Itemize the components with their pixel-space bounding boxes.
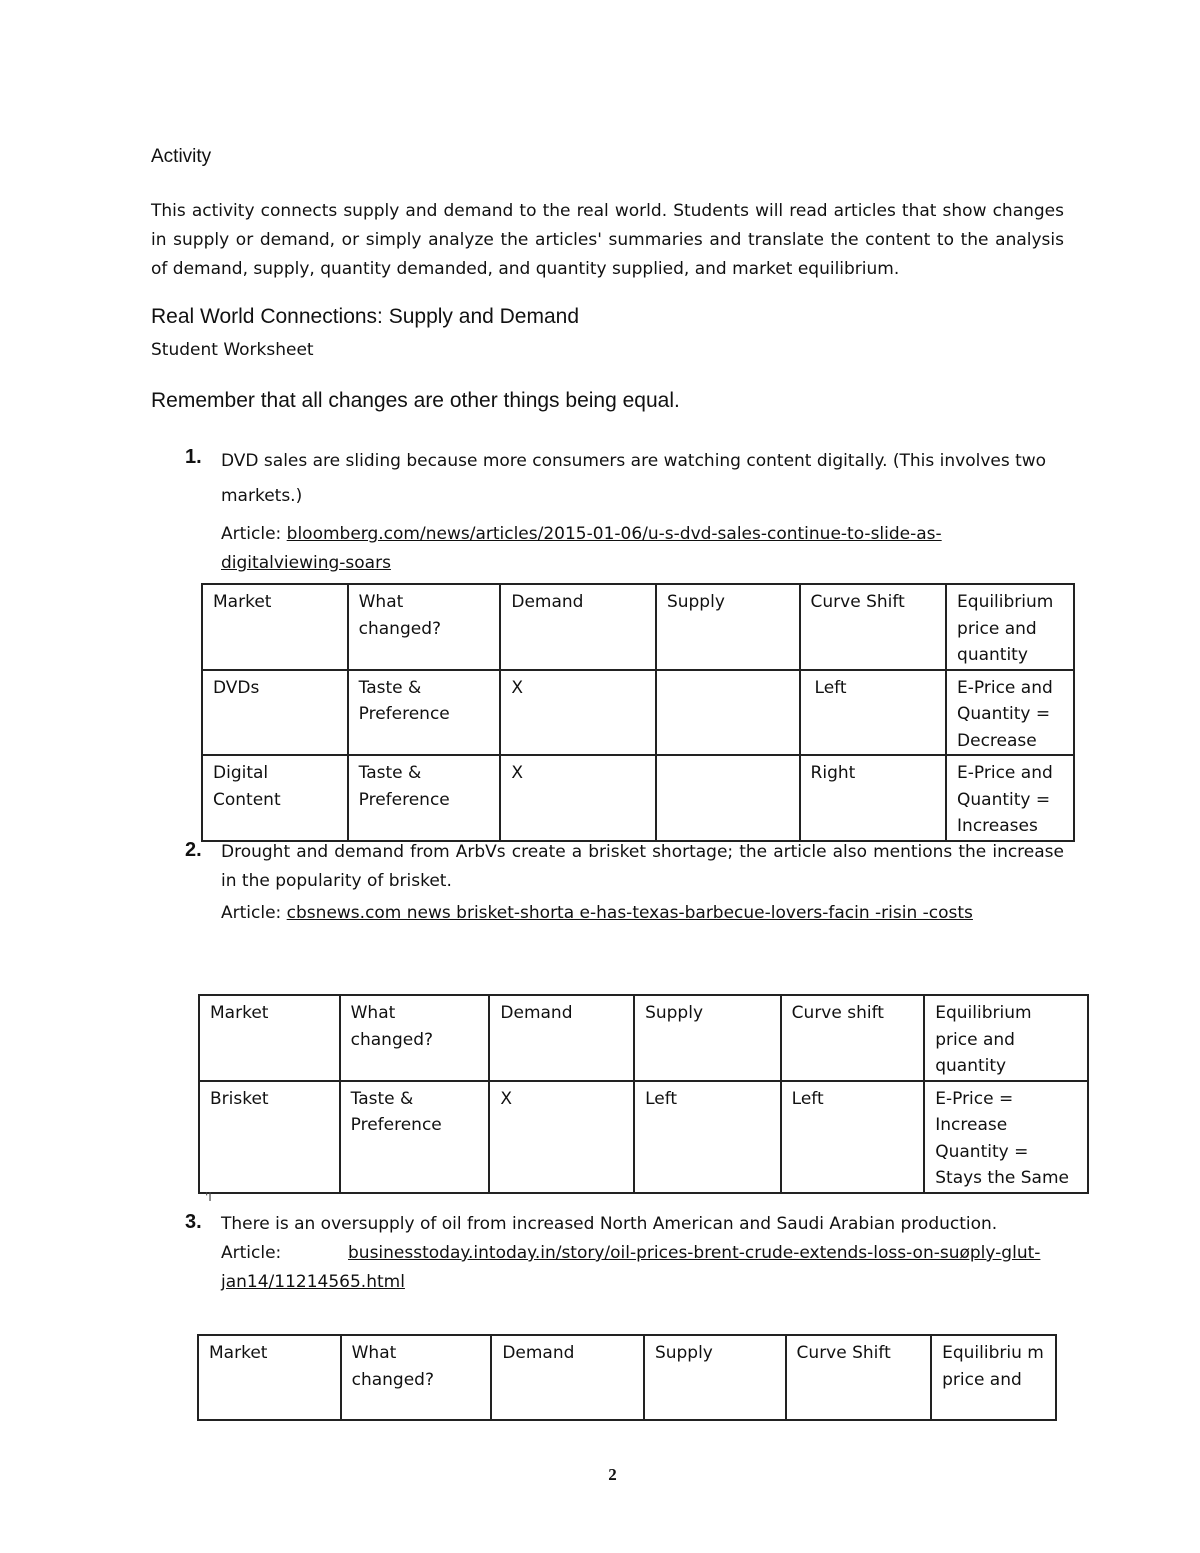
question-2-number: 2.	[185, 839, 202, 861]
table-row	[202, 670, 1074, 756]
question-1-line-1: DVD sales are sliding because more consumers are watching content digitally. (This involves two	[221, 451, 1047, 471]
cell-curve-shift: Right	[800, 755, 947, 841]
header-market: Market	[199, 995, 340, 1081]
header-market: Market	[202, 584, 348, 670]
header-what-changed: What changed?	[348, 584, 501, 670]
cell-curve-shift: Left	[800, 670, 947, 756]
question-3-text: There is an oversupply of oil from increased North American and Saudi Arabian production.	[221, 1214, 998, 1234]
worksheet-subtitle: Student Worksheet	[151, 340, 314, 360]
header-equilibrium: Equilibriu m price and	[931, 1335, 1056, 1420]
question-1-article	[221, 520, 942, 578]
question-3-table	[197, 1334, 1057, 1421]
cell-supply	[656, 670, 800, 756]
table-row	[199, 1081, 1088, 1193]
page-number: 2	[608, 1465, 617, 1484]
header-equilibrium: Equilibrium price and quantity	[946, 584, 1074, 670]
question-1-text	[221, 447, 1071, 511]
cell-equilibrium: E-Price and Quantity = Increases	[946, 755, 1074, 841]
header-market: Market	[198, 1335, 341, 1420]
header-curve-shift: Curve Shift	[800, 584, 947, 670]
question-2-text: Drought and demand from ArbVs create a brisket shortage; the article also mentions the increase in the popularity of brisket.	[221, 842, 1064, 891]
cell-market: Brisket	[199, 1081, 340, 1193]
cell-market: DVDs	[202, 670, 348, 756]
question-3-article-label: Article:	[221, 1243, 282, 1263]
cell-demand: X	[500, 670, 656, 756]
question-1-table	[201, 583, 1075, 842]
cell-equilibrium: E-Price and Quantity = Decrease	[946, 670, 1074, 756]
cell-equilibrium: E-Price = Increase Quantity = Stays the Same	[924, 1081, 1088, 1193]
cell-what-changed: Taste & Preference	[340, 1081, 490, 1193]
question-2-article-label: Article:	[221, 903, 287, 923]
header-demand: Demand	[489, 995, 634, 1081]
cell-supply	[656, 755, 800, 841]
cell-what-changed: Taste & Preference	[348, 755, 501, 841]
cell-curve-shift: Left	[781, 1081, 925, 1193]
worksheet-title: Real World Connections: Supply and Demand	[151, 305, 580, 328]
question-3-article-link[interactable]: businesstoday.intoday.in/story/oil-prices-brent-crude-extends-loss-on-suøply-glut-	[348, 1243, 1041, 1263]
header-supply: Supply	[644, 1335, 786, 1420]
reminder-heading: Remember that all changes are other things being equal.	[151, 389, 680, 412]
cell-what-changed: Taste & Preference	[348, 670, 501, 756]
cell-market: Digital Content	[202, 755, 348, 841]
question-1-article-label: Article:	[221, 524, 287, 544]
question-2-article-link[interactable]: cbsnews.com news brisket-shorta e-has-texas-barbecue-lovers-facin -risin -costs	[286, 903, 973, 923]
table-row	[202, 755, 1074, 841]
header-supply: Supply	[634, 995, 781, 1081]
stray-mark: 'I	[205, 1190, 212, 1204]
table-header-row	[202, 584, 1074, 670]
question-1-line-2: markets.)	[221, 486, 303, 506]
activity-intro: This activity connects supply and demand to the real world. Students will read articles that show changes in supply or demand, or simply analyze the articles' summaries and translate the content to the analysis of demand, supply, quantity demanded, and quantity supplied, and market equilibrium.	[151, 201, 1064, 279]
header-supply: Supply	[656, 584, 800, 670]
table-header-row	[199, 995, 1088, 1081]
cell-demand: X	[489, 1081, 634, 1193]
header-demand: Demand	[491, 1335, 644, 1420]
question-1-article-link-cont[interactable]: digitalviewing-soars	[221, 553, 391, 573]
table-header-row	[198, 1335, 1056, 1420]
cell-supply: Left	[634, 1081, 781, 1193]
activity-heading: Activity	[151, 146, 212, 167]
header-curve-shift: Curve shift	[781, 995, 925, 1081]
header-what-changed: What changed?	[341, 1335, 492, 1420]
question-3-number: 3.	[185, 1211, 202, 1233]
header-curve-shift: Curve Shift	[786, 1335, 932, 1420]
question-1-number: 1.	[185, 446, 202, 468]
question-1-article-link[interactable]: bloomberg.com/news/articles/2015-01-06/u-s-dvd-sales-continue-to-slide-as-	[286, 524, 942, 544]
question-3-article	[221, 1239, 1071, 1297]
question-3-article-link-cont[interactable]: jan14/11214565.html	[221, 1272, 405, 1292]
question-2-article	[221, 900, 973, 926]
header-equilibrium: Equilibrium price and quantity	[924, 995, 1088, 1081]
question-2-table	[198, 994, 1089, 1194]
header-what-changed: What changed?	[340, 995, 490, 1081]
header-demand: Demand	[500, 584, 656, 670]
cell-demand: X	[500, 755, 656, 841]
